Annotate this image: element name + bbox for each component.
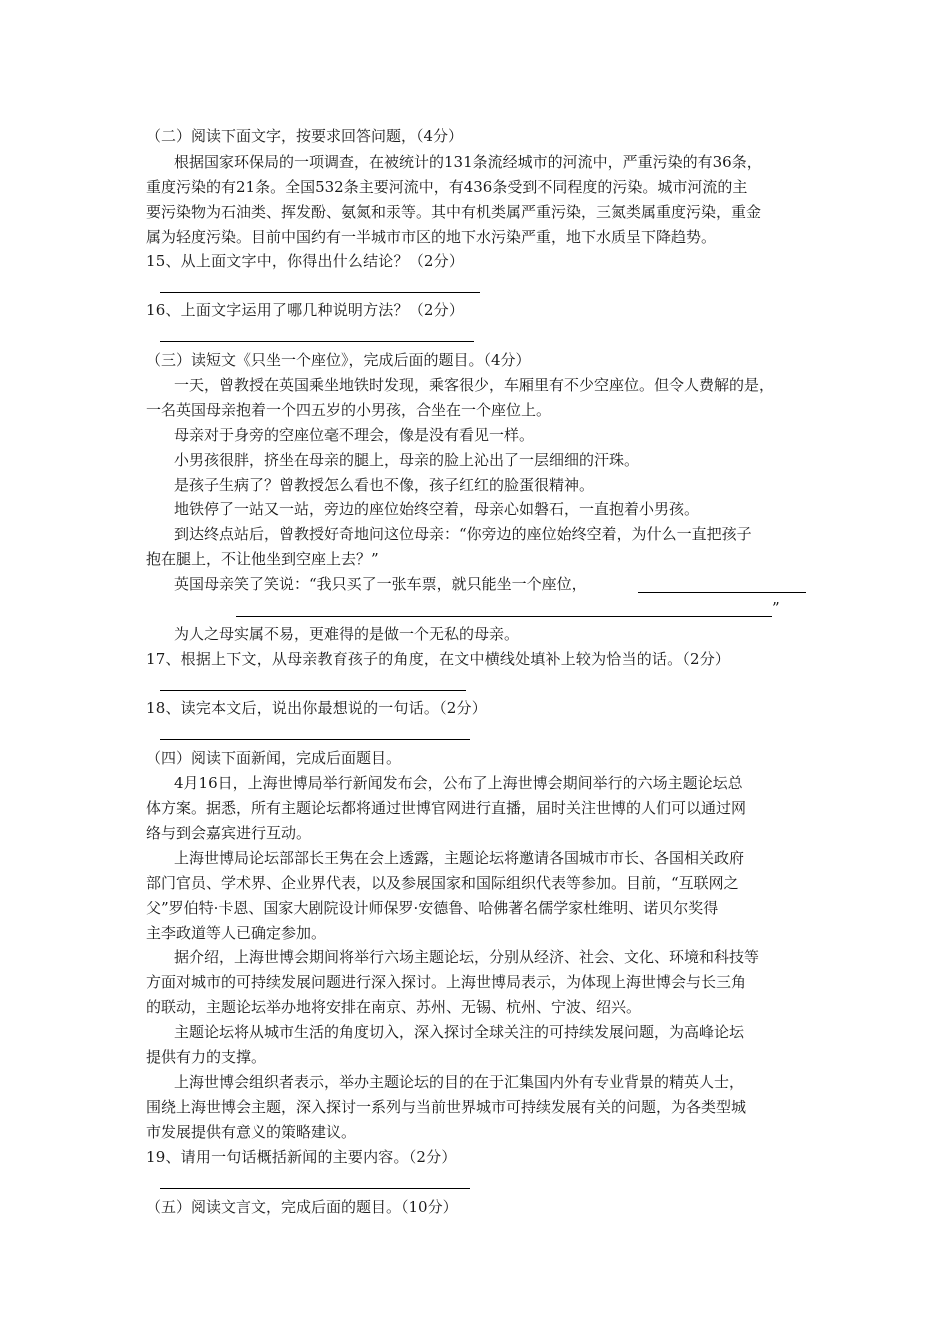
section-5-heading: （五）阅读文言文，完成后面的题目。（10分） xyxy=(146,1198,458,1216)
passage-line: 一名英国母亲抱着一个四五岁的小男孩，合坐在一个座位上。 xyxy=(146,401,552,419)
answer-line-17[interactable] xyxy=(160,690,466,691)
passage-line: 英国母亲笑了笑说：“我只买了一张车票，就只能坐一个座位， xyxy=(174,575,587,593)
section-2-para-line: 属为轻度污染。目前中国约有一半城市市区的地下水污染严重，地下水质呈下降趋势。 xyxy=(146,228,717,246)
closing-quote: ” xyxy=(772,599,780,617)
question-18: 18、读完本文后，说出你最想说的一句话。（2分） xyxy=(146,699,487,717)
question-19: 19、请用一句话概括新闻的主要内容。（2分） xyxy=(146,1148,457,1166)
news-line: 提供有力的支撑。 xyxy=(146,1048,267,1066)
question-17: 17、根据上下文，从母亲教育孩子的角度，在文中横线处填补上较为恰当的话。（2分） xyxy=(146,650,731,668)
question-15: 15、从上面文字中，你得出什么结论？（2分） xyxy=(146,252,465,270)
news-line: 体方案。据悉，所有主题论坛都将通过世博官网进行直播，届时关注世博的人们可以通过网 xyxy=(146,799,747,817)
news-line: 部门官员、学术界、企业界代表，以及参展国家和国际组织代表等参加。目前，“互联网之 xyxy=(146,874,739,892)
passage-line: 地铁停了一站又一站，旁边的座位始终空着，母亲心如磐石，一直抱着小男孩。 xyxy=(174,500,700,518)
news-line: 4月16日，上海世博局举行新闻发布会，公布了上海世博会期间举行的六场主题论坛总 xyxy=(174,774,743,792)
news-line: 市发展提供有意义的策略建议。 xyxy=(146,1123,357,1141)
question-16: 16、上面文字运用了哪几种说明方法？（2分） xyxy=(146,301,465,319)
section-2-para-line: 要污染物为石油类、挥发酚、氨氮和汞等。其中有机类属严重污染，三氮类属重度污染，重金 xyxy=(146,203,762,221)
news-line: 的联动，主题论坛举办地将安排在南京、苏州、无锡、杭州、宁波、绍兴。 xyxy=(146,998,642,1016)
news-line: 上海世博局论坛部部长王隽在会上透露，主题论坛将邀请各国城市市长、各国相关政府 xyxy=(174,849,745,867)
answer-line-19[interactable] xyxy=(160,1188,470,1189)
section-2-para-line: 根据国家环保局的一项调查，在被统计的131条流经城市的河流中，严重污染的有36条， xyxy=(174,153,762,171)
passage-line: 母亲对于身旁的空座位毫不理会，像是没有看见一样。 xyxy=(174,426,535,444)
section-2-heading: （二）阅读下面文字，按要求回答问题，（4分） xyxy=(146,127,464,145)
news-line: 主题论坛将从城市生活的角度切入，深入探讨全球关注的可持续发展问题，为高峰论坛 xyxy=(174,1023,745,1041)
section-2-para-line: 重度污染的有21条。全国532条主要河流中，有436条受到不同程度的污染。城市河流的主 xyxy=(146,178,748,196)
news-line: 据介绍，上海世博会期间将举行六场主题论坛，分别从经济、社会、文化、环境和科技等 xyxy=(174,948,760,966)
passage-line: 抱在腿上，不让他坐到空座上去？” xyxy=(146,550,379,568)
passage-line: 为人之母实属不易，更难得的是做一个无私的母亲。 xyxy=(174,625,520,643)
passage-line: 一天，曾教授在英国乘坐地铁时发现，乘客很少，车厢里有不少空座位。但令人费解的是， xyxy=(174,376,775,394)
passage-line: 是孩子生病了？曾教授怎么看也不像，孩子红红的脸蛋很精神。 xyxy=(174,476,595,494)
news-line: 方面对城市的可持续发展问题进行深入探讨。上海世博局表示，为体现上海世博会与长三角 xyxy=(146,973,747,991)
news-line: 围绕上海世博会主题，深入探讨一系列与当前世界城市可持续发展有关的问题，为各类型城 xyxy=(146,1098,747,1116)
news-line: 络与到会嘉宾进行互动。 xyxy=(146,824,312,842)
fill-blank-line-1[interactable] xyxy=(638,592,806,593)
answer-line-18[interactable] xyxy=(160,739,470,740)
answer-line-15[interactable] xyxy=(160,292,480,293)
news-line: 主李政道等人已确定参加。 xyxy=(146,924,327,942)
news-line: 父”罗伯特·卡恩、国家大剧院设计师保罗·安德鲁、哈佛著名儒学家杜维明、诺贝尔奖得 xyxy=(146,899,719,917)
news-line: 上海世博会组织者表示，举办主题论坛的目的在于汇集国内外有专业背景的精英人士， xyxy=(174,1073,745,1091)
section-3-heading: （三）读短文《只坐一个座位》，完成后面的题目。（4分） xyxy=(146,351,531,369)
passage-line: 到达终点站后，曾教授好奇地问这位母亲：“你旁边的座位始终空着，为什么一直把孩子 xyxy=(174,525,752,543)
passage-line: 小男孩很胖，挤坐在母亲的腿上，母亲的脸上沁出了一层细细的汗珠。 xyxy=(174,451,640,469)
answer-line-16[interactable] xyxy=(160,341,474,342)
fill-blank-line-2[interactable] xyxy=(236,616,772,617)
section-4-heading: （四）阅读下面新闻，完成后面题目。 xyxy=(146,749,402,767)
